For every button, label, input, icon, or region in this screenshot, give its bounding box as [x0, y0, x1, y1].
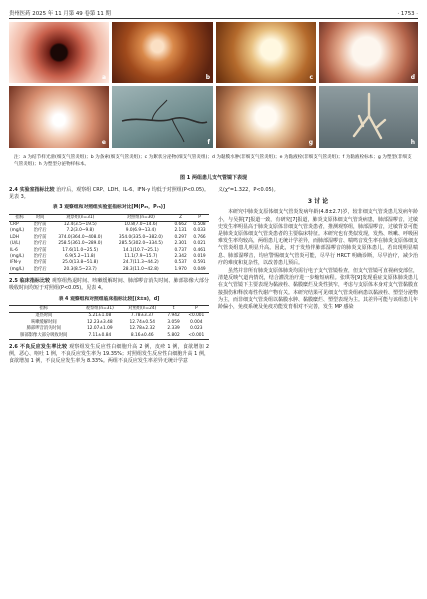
cell: 11.1(7.9~15.7) [124, 254, 158, 260]
cell: 12.23±3.48 [87, 319, 113, 325]
cell: 28.3(11.0~42.8) [111, 267, 172, 274]
left-column [9, 187, 209, 367]
figure-photos [9, 22, 418, 150]
section-2-6 [9, 344, 209, 366]
discussion-paragraph-1: 本研究中肺炎支原体细支气管炎发病年龄(4.8±2.7)岁，较非细支气管炎患儿发病年龄小，与吴拼[7]报道一致，有研究[7]报道，肺炎支原体细支气管炎病患，肺部湿啰音，过敏史发生率明显高于肺炎支原体非细支气管炎患者，推测观察组，肺部湿啰音，过敏背景可能是肺炎支原体细支气管炎患者的主要临床特征。本研究也有类似发现，发热、咳嗽、呼吸困难发生率均较高，两组患儿无统计学差异，而肺部湿啰音、喘鸣音发生率在肺炎支原体细支气管炎组患儿明显升高。因此，对于发热伴肺部湿啰音的肺炎支原体患儿，若出现明显喘息、肺部湿啰音，均应警惕细支气管炎可能，尽早行 HRCT 明确诊断，尽早治疗，减少治疗的难度和复杂性，以改善患儿预后。 [218, 209, 419, 266]
cell: 7.78±3.37 [130, 313, 154, 319]
table-header: 对照组(n=24) [121, 305, 163, 312]
cell: 7.11±0.84 [79, 333, 121, 340]
table-3-title: 表 3 观察组和对照组实验室指标对比[M(P₂₅，P₇₅)] [52, 205, 166, 211]
cell: 7.942 [167, 313, 180, 319]
cell: 2.339 [167, 326, 180, 332]
cell: 285.5(302.0~334.5) [118, 241, 163, 247]
cell: 0.461 [193, 247, 206, 253]
cell: 7.2(3.0~9.8) [66, 228, 94, 234]
cell: 0.019 [193, 254, 206, 260]
specimen-drawing [112, 86, 213, 148]
cell: IL-6 [10, 247, 18, 253]
page-header [9, 5, 418, 17]
cell: (mg/L) [10, 254, 25, 260]
cell: 20.3(8.5~23.7) [50, 267, 111, 274]
cast-specimen-drawing [319, 86, 418, 148]
cell: 治疗后 [33, 254, 47, 260]
page-number: · 1753 · [397, 11, 418, 17]
cell: 咳嗽缓解时间 [30, 319, 57, 325]
photo-label: c [309, 74, 313, 81]
photo-label: f [207, 139, 210, 146]
cell: LDH [10, 234, 19, 240]
photo-e [9, 86, 109, 148]
cell: 12.78±2.32 [129, 326, 155, 332]
photo-c [216, 22, 316, 83]
cell: 2.342 [174, 254, 187, 260]
right-column [218, 187, 418, 312]
cell: 12.4(3.5~19.5) [63, 222, 97, 228]
cell: 治疗前 [33, 222, 47, 228]
table-header: 时间 [30, 214, 50, 221]
cell: <0.001 [184, 333, 209, 340]
section-heading: 2.6 不良反应发生率比较 [9, 343, 68, 350]
cell: 肺部啰音消失时间 [26, 326, 61, 332]
cell: 肺部影像大部分吸收时间 [9, 333, 79, 340]
cell: IFN-γ [10, 260, 22, 266]
cell: <0.001 [188, 313, 205, 319]
cell: 2.131 [174, 228, 187, 234]
photo-d [319, 22, 418, 83]
cell: (U/L) [10, 241, 21, 247]
cell: 5.802 [163, 333, 183, 340]
cell: 6.9(5.2~11.8) [65, 254, 96, 260]
section-text: 观察组热退时间、咳嗽缓解时间、肺部啰音消失时间、肺部影像大部分吸收时间均短于对照组(P<0.05)。见表 4。 [9, 278, 209, 292]
cell: 治疗前 [33, 260, 47, 266]
cell: 1.970 [171, 267, 190, 274]
cell: 0.033 [193, 228, 206, 234]
discussion-heading: 3 讨 论 [307, 198, 329, 206]
cell: 0.297 [174, 234, 187, 240]
cell: 治疗后 [30, 267, 50, 274]
section-text: 治疗后，观察组 CRP、LDH、IL-6、IFN-γ 均低于对照组(P<0.05)。见表 3。 [9, 187, 210, 201]
cell: CRP [10, 222, 19, 228]
cell: 5.21±1.08 [88, 313, 112, 319]
table-header: 对照组(n=30) [111, 214, 172, 221]
cell: 3.059 [167, 319, 180, 325]
cell: 258.5(361.0~289.0) [58, 241, 103, 247]
section-2-4 [9, 187, 209, 201]
table-3 [9, 214, 209, 275]
discussion-paragraph-2: 虽然并非所有肺炎支原体肺炎均需行电子支气管镜检查，但支气管镜可直视病变部位，清楚反映气道内情况，结合灌洗治疗进一步缩短病程。张琪等[9]发现重症支原体肺炎患儿在支气管镜下主要表现为黏液栓、黏膜糜烂及炎性狭窄，考虑与支原体本身对支气管黏膜直接损伤和释放毒性代谢产物有关。本研究结果可见细支气管炎组病患以黏液栓、塑型分泌物为主，而非细支气管炎组以黏膜水肿、黏膜糜烂、塑型表现为主。其差异可能与该组患儿年龄偏小，免疫系统及免疫功能发育相对不完善，发生 MP 感染 [218, 268, 419, 311]
section-2-5 [9, 278, 209, 292]
continued-text: 义(χ²=1.322，P<0.05)。 [218, 187, 279, 193]
table-header: P [190, 214, 209, 221]
cell: 0.004 [190, 319, 203, 325]
header-rule [9, 18, 418, 19]
cell: 0.591 [193, 260, 206, 266]
cell: 治疗后 [33, 228, 47, 234]
photo-a [9, 22, 109, 83]
photo-label: a [101, 74, 106, 81]
photo-label: d [410, 74, 415, 81]
table-row [9, 333, 209, 340]
photo-b [112, 22, 213, 83]
section-text: 观察组发生反应性白细胞升高 2 例，皮疹 1 例，食欲增加 2 例，恶心、呕吐 1 例，不良反应发生率为 19.35%；对照组发生反应性白细胞升高 1 例，食欲增加 1 例，不良反应发生率为 8.33%。两组不良反应发生率差异无统计学意 [9, 343, 209, 365]
table-header: P [184, 305, 209, 312]
cell: (mg/L) [9, 267, 30, 274]
journal-header: 贵州医药 2025 年 11 月第 49 卷第 11 期 [9, 11, 111, 17]
section-heading: 2.5 临床指标比较 [9, 278, 51, 285]
cell: 9.0(6.9~13.4) [125, 228, 156, 234]
cell: 12.07±1.09 [87, 326, 113, 332]
table-4 [9, 305, 209, 340]
cell: 354.0(335.0~382.0) [118, 234, 163, 240]
photo-g [216, 86, 316, 148]
cell: 17.6(11.0~25.5) [62, 247, 99, 253]
photo-label: h [410, 139, 415, 146]
table-header: t [163, 305, 183, 312]
section-heading: 2.4 实验室指标比较 [9, 187, 55, 193]
photo-h [319, 86, 418, 148]
photo-f [112, 86, 213, 148]
cell: 12.74±0.54 [129, 319, 155, 325]
cell: 0.049 [190, 267, 209, 274]
cell: 24.7(11.3~44.2) [123, 260, 159, 266]
cell: 治疗前 [33, 234, 47, 240]
cell: 10.8(7.0~14.6) [124, 222, 158, 228]
table-header: 观察组(n=31) [50, 214, 111, 221]
cell: 25.0(13.8~51.8) [62, 260, 99, 266]
table-row [9, 267, 209, 274]
figure-title: 图 1 两组患儿支气管镜下表现 [180, 175, 247, 181]
table-header: 指标 [9, 214, 30, 221]
photo-label: g [308, 139, 313, 146]
cell: 0.508 [193, 222, 206, 228]
cell: 0.662 [174, 222, 187, 228]
photo-label: b [205, 74, 210, 81]
cell: 治疗前 [33, 247, 47, 253]
cell: 0.023 [190, 326, 203, 332]
cell: 退热时间 [35, 313, 53, 319]
figure-note: 注：a 为结节样光滑(细支气管炎组)；b 为条索(细支气管炎组)；c 为絮状分泌物(细支气管炎组)；d 为黏膜水肿(非细支气管炎组)；e 为黏液栓(非细支气管炎组)；f 为黏液栓标本；g 为塑型(非细支气管炎组)；h 为塑型分泌物样标本。 [14, 155, 412, 167]
cell: 0.021 [193, 241, 206, 247]
cell: 0.737 [174, 247, 187, 253]
cell: 374.0(364.0~408.0) [58, 234, 103, 240]
cell: (mg/L) [10, 228, 25, 234]
table-4-title: 表 4 观察组和对照组临床指标比较[(x̄±s)，d] [58, 296, 160, 302]
table-header: Z [171, 214, 190, 221]
photo-label: e [101, 139, 106, 146]
cell: 2.301 [174, 241, 187, 247]
table-header: 指标 [9, 305, 79, 312]
cell: 治疗后 [33, 241, 47, 247]
cell: 0.766 [193, 234, 206, 240]
table-row [9, 326, 209, 332]
table-header: 观察组(n=31) [79, 305, 121, 312]
cell: 14.1(10.7~25.1) [123, 247, 159, 253]
table-row [9, 313, 209, 320]
cell: 0.537 [174, 260, 187, 266]
cell: 8.16±0.46 [121, 333, 163, 340]
